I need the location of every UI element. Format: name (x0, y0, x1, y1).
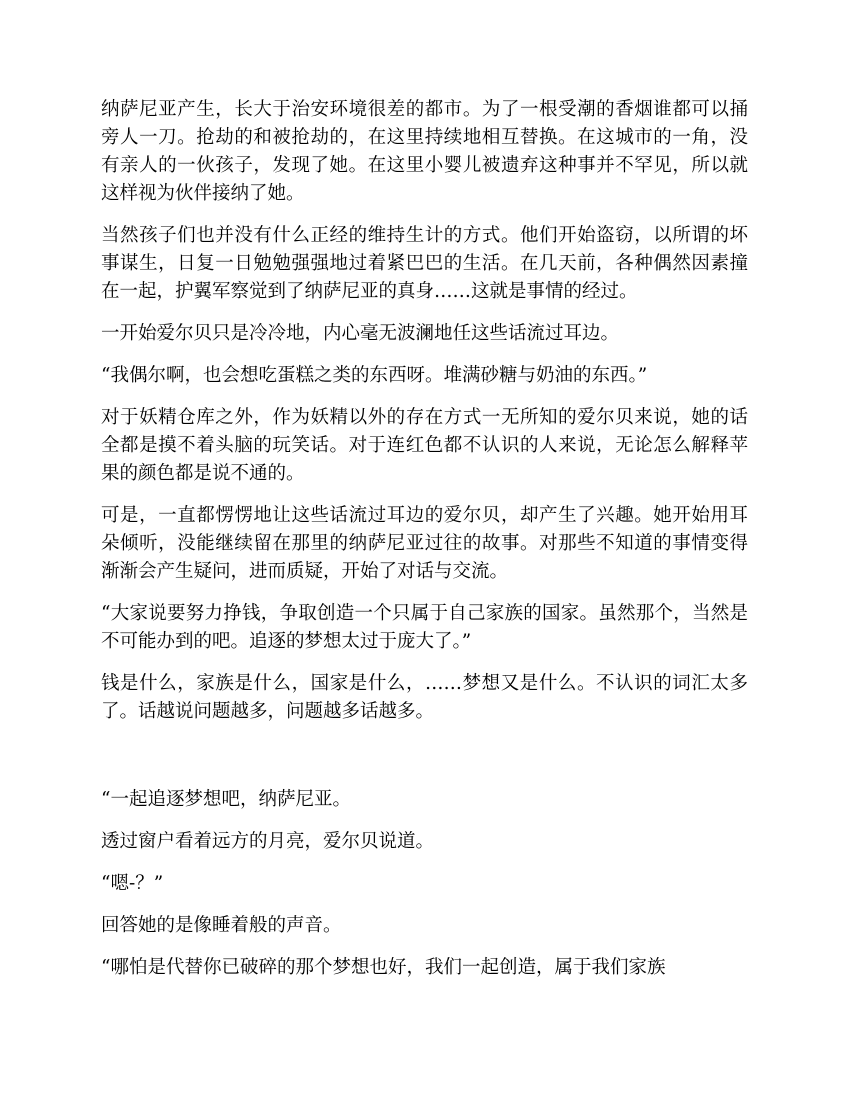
paragraph: 一开始爱尔贝只是冷冷地，内心毫无波澜地任这些话流过耳边。 (101, 323, 620, 344)
paragraph: 透过窗户看着远方的月亮，爱尔贝说道。 (101, 831, 435, 852)
document-page (101, 96, 748, 996)
paragraph: 回答她的是像睡着般的声音。 (101, 915, 342, 936)
paragraph: 可是，一直都愣愣地让这些话流过耳边的爱尔贝，却产生了兴趣。她开始用耳朵倾听，没能继续留在那里的纳萨尼亚过往的故事。对那些不知道的事情变得渐渐会产生疑问，进而质疑，开始了对话与交流。 (101, 505, 748, 582)
paragraph: 当然孩子们也并没有什么正经的维持生计的方式。他们开始盗窃，以所谓的坏事谋生，日复一日勉勉强强地过着紧巴巴的生活。在几天前，各种偶然因素撞在一起，护翼军察觉到了纳萨尼亚的真身……这就是事情的经过。 (101, 225, 748, 302)
section-break (101, 740, 748, 786)
paragraph: 钱是什么，家族是什么，国家是什么，……梦想又是什么。不认识的词汇太多了。话越说问题越多，问题越多话越多。 (101, 673, 748, 722)
paragraph: “我偶尔啊，也会想吃蛋糕之类的东西呀。堆满砂糖与奶油的东西。” (101, 365, 648, 386)
paragraph: “一起追逐梦想吧，纳萨尼亚。 (101, 789, 351, 810)
paragraph: “嗯-？” (101, 873, 164, 894)
paragraph: “哪怕是代替你已破碎的那个梦想也好，我们一起创造，属于我们家族 (101, 957, 666, 978)
paragraph: 对于妖精仓库之外，作为妖精以外的存在方式一无所知的爱尔贝来说，她的话全都是摸不着头脑的玩笑话。对于连红色都不认识的人来说，无论怎么解释苹果的颜色都是说不通的。 (101, 407, 748, 484)
paragraph: 纳萨尼亚产生，长大于治安环境很差的都市。为了一根受潮的香烟谁都可以捅旁人一刀。抢劫的和被抢劫的，在这里持续地相互替换。在这城市的一角，没有亲人的一伙孩子，发现了她。在这里小婴儿被遗弃这种事并不罕见，所以就这样视为伙伴接纳了她。 (101, 99, 748, 204)
paragraph: “大家说要努力挣钱，争取创造一个只属于自己家族的国家。虽然那个，当然是不可能办到的吧。追逐的梦想太过于庞大了。” (101, 603, 748, 652)
